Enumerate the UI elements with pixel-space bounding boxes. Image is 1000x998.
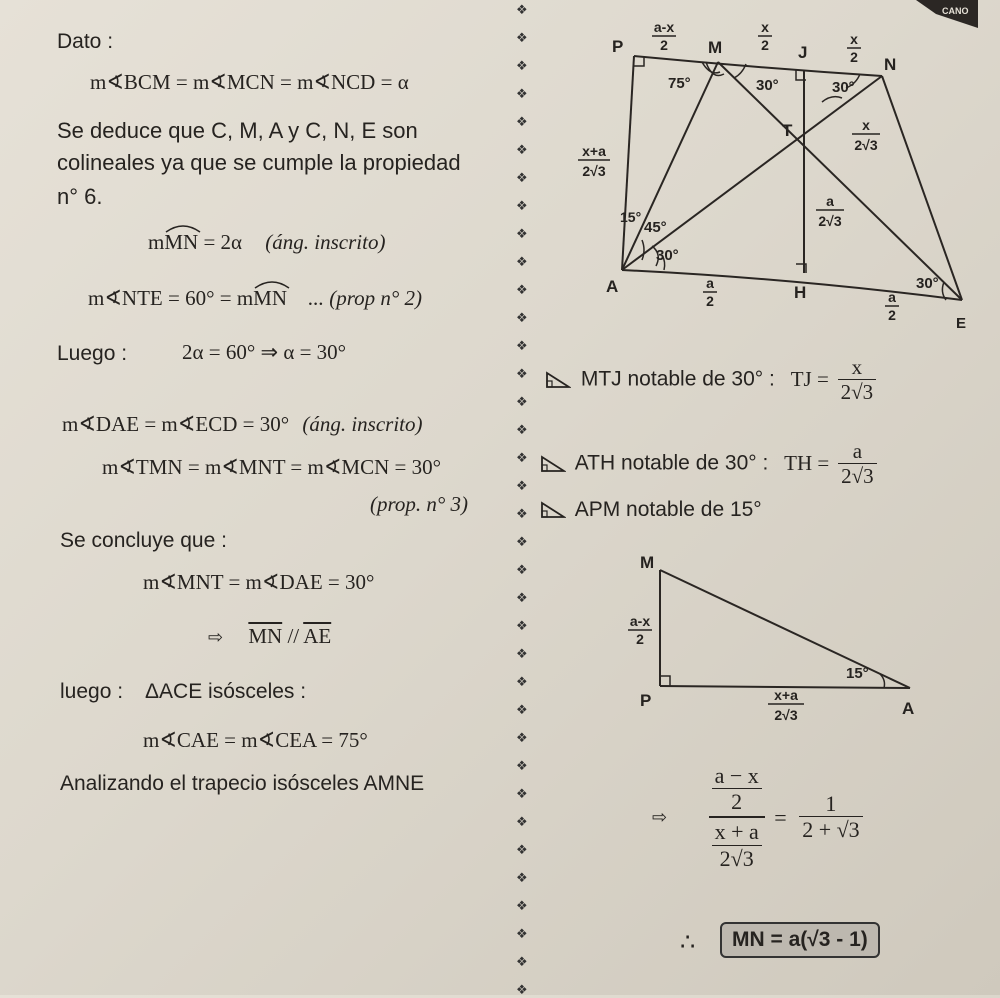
divider-ornament-icon: ❖	[516, 758, 528, 773]
divider-ornament-icon: ❖	[516, 114, 528, 129]
svg-text:P: P	[640, 691, 652, 710]
divider-ornament-icon: ❖	[516, 870, 528, 885]
divider-ornament-icon: ❖	[516, 842, 528, 857]
svg-text:J: J	[798, 43, 808, 62]
cae-equation: m∢CAE = m∢CEA = 75°	[143, 728, 368, 752]
svg-text:2: 2	[888, 307, 896, 323]
svg-text:a: a	[706, 275, 714, 291]
right-triangle-icon	[540, 501, 566, 519]
divider-ornament-icon: ❖	[516, 142, 528, 157]
trapezoid-figure	[560, 10, 980, 330]
line-am	[622, 62, 718, 270]
divider-ornament-icon: ❖	[516, 562, 528, 577]
divider-ornament-icon: ❖	[516, 310, 528, 325]
ath-statement: ATH notable de 30° : TH = $\frac{a}{2√3}$	[540, 440, 880, 488]
divider-ornament-icon: ❖	[516, 170, 528, 185]
svg-text:x: x	[862, 117, 870, 133]
divider-ornament-icon: ❖	[516, 898, 528, 913]
inscribed-note: (áng. inscrito)	[265, 230, 386, 254]
divider-ornament-icon: ❖	[516, 198, 528, 213]
concluye-label: Se concluye que :	[60, 529, 227, 552]
svg-text:30°: 30°	[756, 77, 779, 94]
divider-ornament-icon: ❖	[516, 30, 528, 45]
divider-ornament-icon: ❖	[516, 254, 528, 269]
tmn-equation: m∢TMN = m∢MNT = m∢MCN = 30°	[102, 455, 442, 479]
paragraph-line-3: n° 6.	[57, 184, 103, 209]
svg-text:a: a	[826, 193, 834, 209]
divider-ornament-icon: ❖	[516, 366, 528, 381]
given-equation: m∢BCM = m∢MCN = m∢NCD = α	[90, 70, 409, 94]
svg-text:M: M	[708, 38, 723, 57]
analizando-text: Analizando el trapecio isósceles AMNE	[60, 772, 425, 795]
dae-equation: m∢DAE = m∢ECD = 30° (áng. inscrito)	[62, 412, 423, 436]
svg-text:x+a: x+a	[774, 687, 798, 703]
svg-text:45°: 45°	[644, 219, 667, 236]
luego2-label: luego :	[60, 680, 124, 703]
arc-mark	[164, 223, 202, 233]
divider-ornament-icon: ❖	[516, 926, 528, 941]
divider-ornament-icon: ❖	[516, 982, 528, 997]
svg-text:A: A	[902, 699, 915, 718]
arc-equation: m MN = 2α (áng. inscrito)	[148, 230, 385, 254]
divider-ornament-icon: ❖	[516, 478, 528, 493]
divider-ornament-icon: ❖	[516, 786, 528, 801]
svg-text:N: N	[884, 55, 897, 74]
triangle-apm-figure	[610, 550, 940, 730]
svg-text:30°: 30°	[832, 79, 855, 96]
right-triangle-icon	[545, 371, 571, 389]
svg-text:a: a	[888, 289, 896, 305]
svg-text:15°: 15°	[846, 665, 869, 682]
svg-text:2√3: 2√3	[818, 213, 842, 229]
svg-text:a-x: a-x	[653, 19, 675, 35]
svg-text:x+a: x+a	[582, 143, 606, 159]
paragraph-line-2: colineales ya que se cumple la propiedad	[57, 150, 461, 175]
svg-text:75°: 75°	[668, 75, 691, 92]
paragraph-line-1: Se deduce que C, M, A y C, N, E son	[57, 118, 418, 143]
svg-text:30°: 30°	[656, 247, 679, 264]
svg-text:2: 2	[660, 37, 668, 53]
divider-ornament-icon: ❖	[516, 646, 528, 661]
svg-text:H: H	[794, 283, 807, 302]
divider-ornament-icon: ❖	[516, 282, 528, 297]
final-result-box: MN = a(√3 - 1)	[720, 922, 880, 958]
divider-ornament-icon: ❖	[516, 506, 528, 521]
isosceles-statement: ΔACE isósceles :	[145, 680, 307, 703]
divider-ornament-icon: ❖	[516, 86, 528, 101]
prop-note: ... (prop n° 2)	[308, 286, 423, 310]
svg-text:P: P	[612, 37, 624, 56]
mnt-equation: m∢MNT = m∢DAE = 30°	[143, 570, 375, 594]
implies-arrow-icon: ⇨	[652, 807, 668, 828]
divider-ornament-icon: ❖	[516, 674, 528, 689]
svg-text:A: A	[606, 277, 619, 296]
svg-text:30°: 30°	[916, 275, 939, 292]
divider-ornament-icon: ❖	[516, 618, 528, 633]
arc-mark	[253, 279, 291, 289]
divider-ornament-icon: ❖	[516, 702, 528, 717]
implies-arrow-icon: ⇨	[208, 627, 224, 647]
divider-ornament-icon: ❖	[516, 58, 528, 73]
divider-ornament-icon: ❖	[516, 450, 528, 465]
svg-text:2√3: 2√3	[582, 163, 606, 179]
divider-ornament-icon: ❖	[516, 394, 528, 409]
divider-ornament-icon: ❖	[516, 590, 528, 605]
dato-label: Dato :	[57, 30, 114, 53]
parallel-statement: ⇨ $\overline{MN} // \overline{AE}$	[208, 624, 332, 648]
luego-label: Luego :	[57, 342, 128, 365]
right-edge	[882, 76, 962, 300]
divider-ornament-icon: ❖	[516, 534, 528, 549]
divider-ornament-icon: ❖	[516, 814, 528, 829]
svg-text:2: 2	[706, 293, 714, 309]
compound-fraction: $\frac{\frac{a - x}{2}}{\frac{x + a}{2√3}}$	[709, 764, 765, 871]
svg-text:15°: 15°	[620, 209, 642, 225]
top-edge	[634, 56, 882, 76]
svg-text:CANO: CANO	[942, 6, 969, 16]
nte-equation: m∢NTE = 60° = m MN ... (prop n° 2)	[88, 286, 422, 310]
diagonal-an	[622, 76, 882, 270]
divider-ornament-icon: ❖	[516, 422, 528, 437]
ratio-equation: ⇨ $\frac{\frac{a - x}{2}}{\frac{x + a}{2√3}}$ = $\frac{1}{2 + √3}$	[652, 764, 866, 871]
alpha-result: 2α = 60° ⇒ α = 30°	[182, 340, 347, 364]
divider-ornament-icon: ❖	[516, 730, 528, 745]
divider-ornament-icon: ❖	[516, 338, 528, 353]
svg-text:M: M	[640, 553, 655, 572]
therefore-symbol: ∴	[680, 930, 696, 956]
divider-ornament-icon: ❖	[516, 954, 528, 969]
svg-text:2: 2	[850, 49, 858, 65]
svg-text:2: 2	[636, 631, 644, 647]
prop3-note: (prop. n° 3)	[370, 492, 469, 516]
svg-text:T: T	[782, 121, 793, 140]
svg-text:x: x	[761, 19, 769, 35]
column-divider	[516, 0, 530, 995]
svg-text:E: E	[956, 315, 967, 330]
divider-ornament-icon: ❖	[516, 226, 528, 241]
bottom-edge	[622, 270, 962, 300]
svg-text:x: x	[850, 31, 858, 47]
svg-text:2: 2	[761, 37, 769, 53]
apm-statement: APM notable de 15°	[540, 498, 762, 522]
mtj-statement: MTJ notable de 30° : TJ = $\frac{x}{2√3}$	[545, 356, 879, 404]
left-edge	[622, 56, 634, 270]
svg-text:2√3: 2√3	[854, 137, 878, 153]
divider-ornament-icon: ❖	[516, 2, 528, 17]
svg-text:2√3: 2√3	[774, 707, 798, 723]
right-triangle-icon	[540, 455, 566, 473]
svg-text:a-x: a-x	[629, 613, 651, 629]
